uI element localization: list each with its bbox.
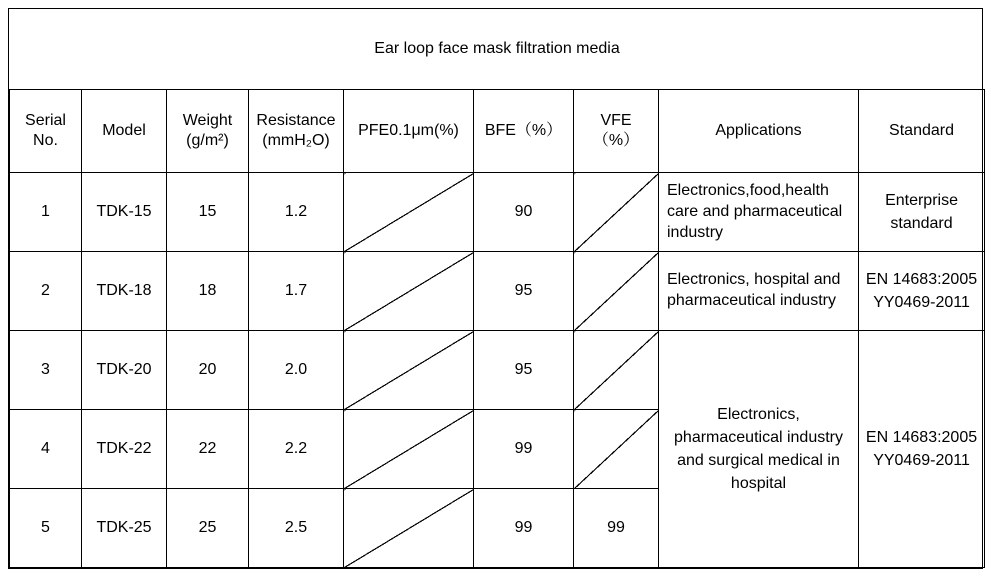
cell-model: TDK-20: [82, 331, 167, 410]
header-serial-line2: No.: [33, 132, 58, 150]
cell-bfe: 99: [474, 489, 574, 568]
column-header-applications: Applications: [659, 90, 859, 173]
cell-resistance: 1.7: [249, 252, 344, 331]
cell-model: TDK-25: [82, 489, 167, 568]
column-header-serial-no: [10, 90, 82, 173]
header-vfe-line1: VFE: [600, 112, 632, 130]
column-header-resistance: [249, 90, 344, 173]
page-title: Ear loop face mask filtration media: [10, 9, 985, 90]
header-vfe-line2: （%）: [592, 132, 640, 150]
cell-weight: 25: [167, 489, 249, 568]
cell-vfe-empty: [574, 252, 659, 331]
filtration-media-table-container: [8, 8, 983, 569]
cell-pfe-empty: [344, 252, 474, 331]
cell-standard: EN 14683:2005 YY0469-2011: [859, 252, 985, 331]
column-header-vfe: [574, 90, 659, 173]
cell-vfe-empty: [574, 173, 659, 252]
cell-serial: 3: [10, 331, 82, 410]
cell-model: TDK-22: [82, 410, 167, 489]
cell-resistance: 2.2: [249, 410, 344, 489]
cell-resistance: 2.5: [249, 489, 344, 568]
cell-serial: 4: [10, 410, 82, 489]
cell-pfe-empty: [344, 489, 474, 568]
column-header-pfe: PFE0.1μm(%): [344, 90, 474, 173]
cell-applications: Electronics,food,health care and pharmaceutical industry: [659, 173, 859, 252]
cell-resistance: 2.0: [249, 331, 344, 410]
header-resistance-line1: Resistance: [256, 112, 336, 130]
column-header-weight: [167, 90, 249, 173]
header-weight-line2: (g/m²): [186, 132, 229, 150]
cell-model: TDK-18: [82, 252, 167, 331]
column-header-bfe: BFE（%）: [474, 90, 574, 173]
header-resistance-line2: (mmH₂O): [262, 132, 330, 150]
cell-resistance: 1.2: [249, 173, 344, 252]
cell-vfe: 99: [574, 489, 659, 568]
table-header-row: [10, 90, 985, 173]
cell-weight: 20: [167, 331, 249, 410]
title-row: [10, 9, 985, 90]
cell-bfe: 90: [474, 173, 574, 252]
cell-serial: 2: [10, 252, 82, 331]
cell-standard-merged: EN 14683:2005 YY0469-2011: [859, 331, 985, 568]
cell-weight: 22: [167, 410, 249, 489]
cell-pfe-empty: [344, 173, 474, 252]
cell-bfe: 99: [474, 410, 574, 489]
cell-standard: Enterprise standard: [859, 173, 985, 252]
column-header-model: Model: [82, 90, 167, 173]
cell-serial: 5: [10, 489, 82, 568]
cell-bfe: 95: [474, 331, 574, 410]
cell-pfe-empty: [344, 331, 474, 410]
table-row: [10, 252, 985, 331]
cell-model: TDK-15: [82, 173, 167, 252]
column-header-standard: Standard: [859, 90, 985, 173]
filtration-media-table: [9, 9, 985, 568]
table-row: [10, 173, 985, 252]
cell-vfe-empty: [574, 410, 659, 489]
cell-weight: 15: [167, 173, 249, 252]
cell-serial: 1: [10, 173, 82, 252]
cell-applications-merged: Electronics, pharmaceutical industry and surgical medical in hospital: [659, 331, 859, 568]
cell-vfe-empty: [574, 331, 659, 410]
header-serial-line1: Serial: [25, 112, 66, 130]
table-row: [10, 331, 985, 410]
header-weight-line1: Weight: [182, 112, 233, 130]
cell-pfe-empty: [344, 410, 474, 489]
cell-weight: 18: [167, 252, 249, 331]
cell-bfe: 95: [474, 252, 574, 331]
cell-applications: Electronics, hospital and pharmaceutical industry: [659, 252, 859, 331]
